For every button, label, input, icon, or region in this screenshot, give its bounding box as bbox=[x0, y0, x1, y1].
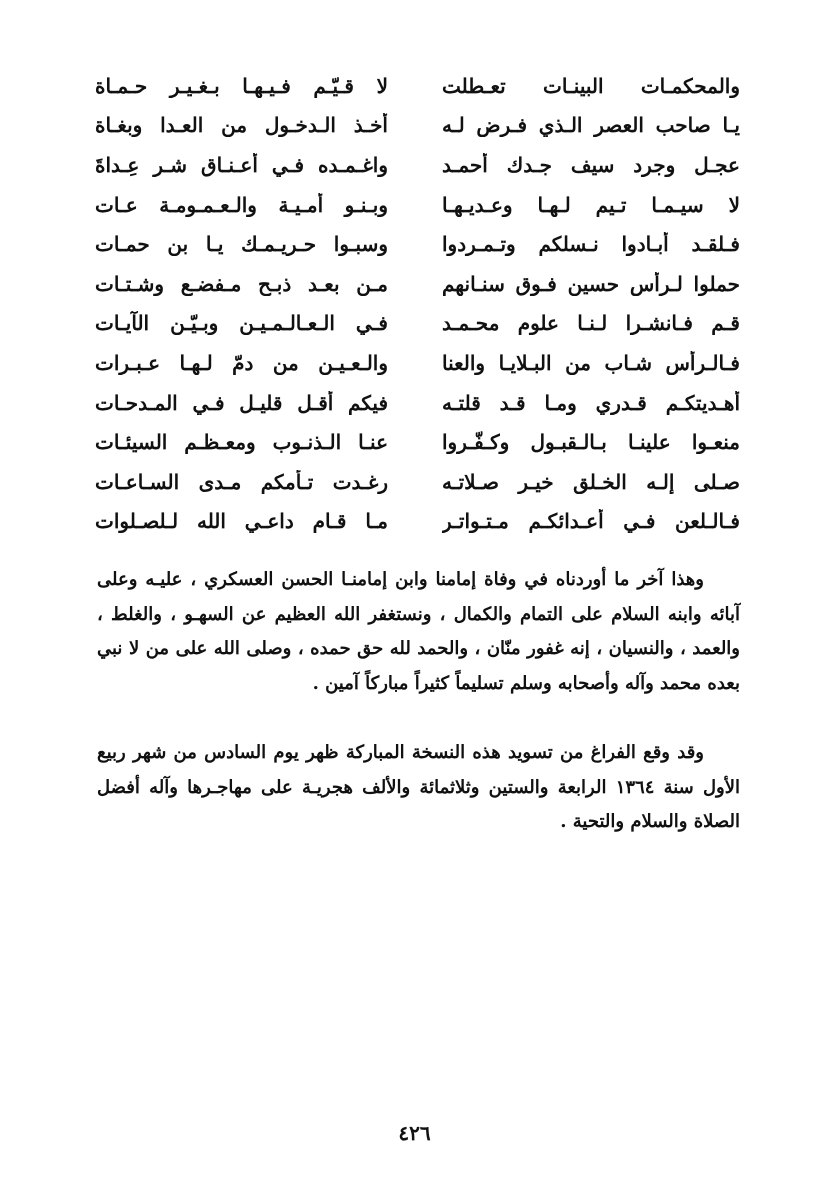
hemistich-first: يـا صاحب العصر الـذي فـرض لـه bbox=[442, 113, 740, 138]
poem-verse-1 bbox=[95, 66, 740, 106]
poem-verse-5 bbox=[95, 224, 740, 264]
hemistich-second: فيكم أقـل قليـل فـي المـدحـات bbox=[95, 390, 388, 415]
hemistich-second: وسبـوا حـريـمـك يـا بن حمـات bbox=[95, 232, 388, 257]
hemistich-second: عنـا الـذنـوب ومعـظـم السيئـات bbox=[95, 430, 388, 455]
poem-verse-6 bbox=[95, 264, 740, 304]
hemistich-second: لا قـيّـم فـيـهـا بـغـيـر حـمـاة bbox=[95, 73, 388, 98]
page-number: ٤٢٦ bbox=[398, 1121, 431, 1145]
poem-verse-9 bbox=[95, 383, 740, 423]
hemistich-second: أخـذ الـدخـول من العـدا وبغـاة bbox=[95, 113, 388, 138]
colophon-paragraph bbox=[97, 736, 740, 840]
hemistich-first: والمحكمـات البينـات تعـطلت bbox=[442, 73, 740, 98]
hemistich-second: واغـمـده فـي أعـنـاق شـر عِـداةَ bbox=[95, 152, 388, 177]
hemistich-first: أهـديتكـم قـدري ومـا قـد قلتـه bbox=[442, 390, 740, 415]
poem bbox=[95, 66, 740, 541]
poem-verse-8 bbox=[95, 343, 740, 383]
hemistich-first: فـلقـد أبـادوا نـسلكم وتـمـردوا bbox=[442, 232, 740, 257]
hemistich-first: فـالـلعن فـي أعـدائكـم مـتـواتـر bbox=[442, 509, 740, 534]
hemistich-first: فـالـرأس شـاب من البـلايـا والعنا bbox=[442, 350, 740, 375]
poem-verse-7 bbox=[95, 304, 740, 344]
hemistich-first: حملوا لـرأس حسين فـوق سنـانهم bbox=[442, 271, 740, 296]
hemistich-first: صـلى إلـه الخـلق خيـر صـلاتـه bbox=[442, 469, 740, 494]
poem-verse-11 bbox=[95, 462, 740, 502]
poem-verse-12 bbox=[95, 502, 740, 542]
hemistich-second: مـن بعـد ذبـح مـفضـع وشـتـات bbox=[95, 271, 388, 296]
poem-verse-4 bbox=[95, 185, 740, 225]
poem-verse-2 bbox=[95, 106, 740, 146]
colophon-paragraph-text: وقد وقع الفراغ من تسويد هذه النسخة المباركة ظهر يوم السادس من شهر ربيع الأول سنة ١٣٦٤ الرابعة والستين وثلاثمائة والألف هجريـة على مهاجـرها وآله أفضل الصلاة والسلام والتحية . bbox=[97, 742, 740, 832]
hemistich-second: رغـدت تـأمكم مـدى السـاعـات bbox=[95, 469, 388, 494]
hemistich-second: وبـنـو أمـيـة والـعـمـومـة عـات bbox=[95, 192, 388, 217]
hemistich-first: عجـل وجرد سيف جـدك أحمـد bbox=[442, 152, 740, 177]
closing-paragraph bbox=[97, 563, 740, 701]
hemistich-second: مـا قـام داعـي الله لـلصـلوات bbox=[95, 509, 388, 534]
hemistich-second: والـعـيـن من دمّ لـهـا عـبـرات bbox=[95, 350, 388, 375]
hemistich-first: منعـوا علينـا بـالـقبـول وكـفّـروا bbox=[442, 430, 740, 455]
hemistich-first: قـم فـانشـرا لـنـا علوم محـمـد bbox=[442, 311, 740, 336]
poem-verse-3 bbox=[95, 145, 740, 185]
poem-verse-10 bbox=[95, 422, 740, 462]
closing-paragraph-text: وهذا آخر ما أوردناه في وفاة إمامنا وابن إمامنـا الحسن العسكري ، عليـه وعلى آبائه وابنه السلام على التمام والكمال ، ونستغفر الله العظيم عن السهـو ، والغلط ، والعمد ، والنسيان ، إنه غفور منّان ، والحمد لله حق حمده ، وصلى الله على من لا نبي بعده محمد وآله وأصحابه وسلم تسليماً كثيراً مباركاً آمين . bbox=[97, 569, 740, 694]
hemistich-second: فـي الـعـالـمـيـن وبـيّـن الآيـات bbox=[95, 311, 388, 336]
hemistich-first: لا سيـمـا تـيم لـهـا وعـديـهـا bbox=[442, 192, 740, 217]
